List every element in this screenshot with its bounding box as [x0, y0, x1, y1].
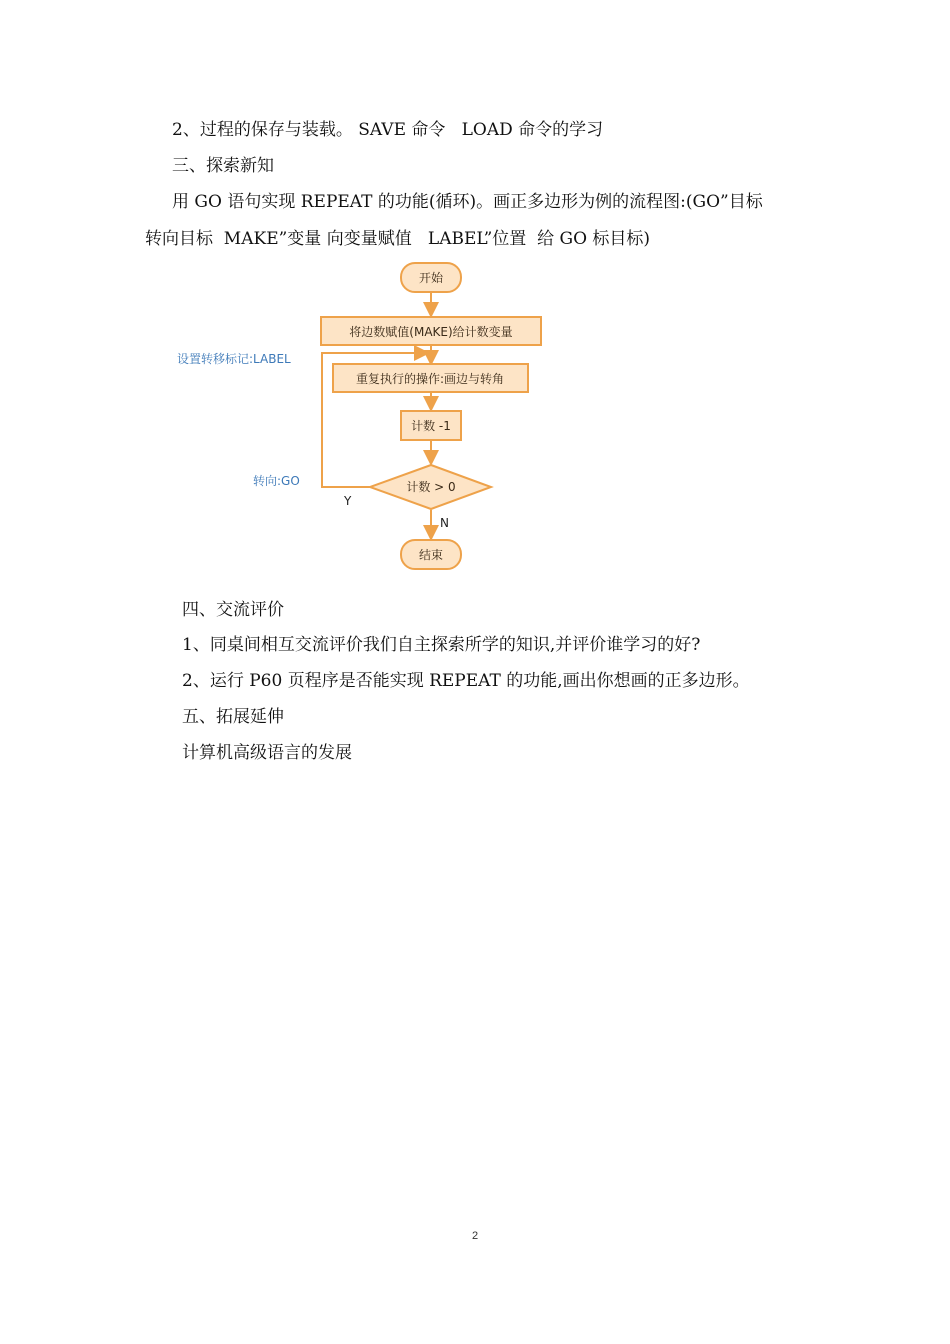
paragraph-evaluation-1: 1、同桌间相互交流评价我们自主探索所学的知识,并评价谁学习的好? — [182, 635, 701, 655]
start-node-label: 开始 — [418, 271, 444, 285]
go-note: 转向:GO — [253, 474, 300, 488]
section-heading-extension: 五、拓展延伸 — [182, 707, 284, 727]
condition-node-label: 计数 > 0 — [406, 480, 456, 494]
paragraph-extension: 计算机高级语言的发展 — [182, 743, 352, 763]
end-node-label: 结束 — [418, 548, 444, 562]
section-heading-evaluation: 四、交流评价 — [182, 600, 284, 620]
no-branch-label: N — [440, 516, 449, 530]
label-marker-note: 设置转移标记:LABEL — [177, 352, 291, 366]
assign-node-label: 将边数赋值(MAKE)给计数变量 — [349, 325, 513, 339]
subsection-save-load: 2、过程的保存与装载。 SAVE 命令 LOAD 命令的学习 — [172, 120, 604, 140]
yes-branch-label: Y — [344, 494, 352, 508]
paragraph-evaluation-2: 2、运行 P60 页程序是否能实现 REPEAT 的功能,画出你想画的正多边形。 — [182, 671, 750, 691]
section-heading-explore: 三、探索新知 — [172, 156, 274, 176]
repeat-action-node-label: 重复执行的操作:画边与转角 — [355, 372, 505, 386]
page-number: 2 — [471, 1230, 479, 1242]
paragraph-go-repeat-cont: 转向目标 MAKE”变量 向变量赋值 LABEL”位置 给 GO 标目标) — [145, 229, 651, 249]
decrement-node-label: 计数 -1 — [411, 419, 451, 433]
polygon-flowchart — [170, 258, 550, 578]
paragraph-go-repeat: 用 GO 语句实现 REPEAT 的功能(循环)。画正多边形为例的流程图:(GO”目标 — [172, 192, 763, 212]
